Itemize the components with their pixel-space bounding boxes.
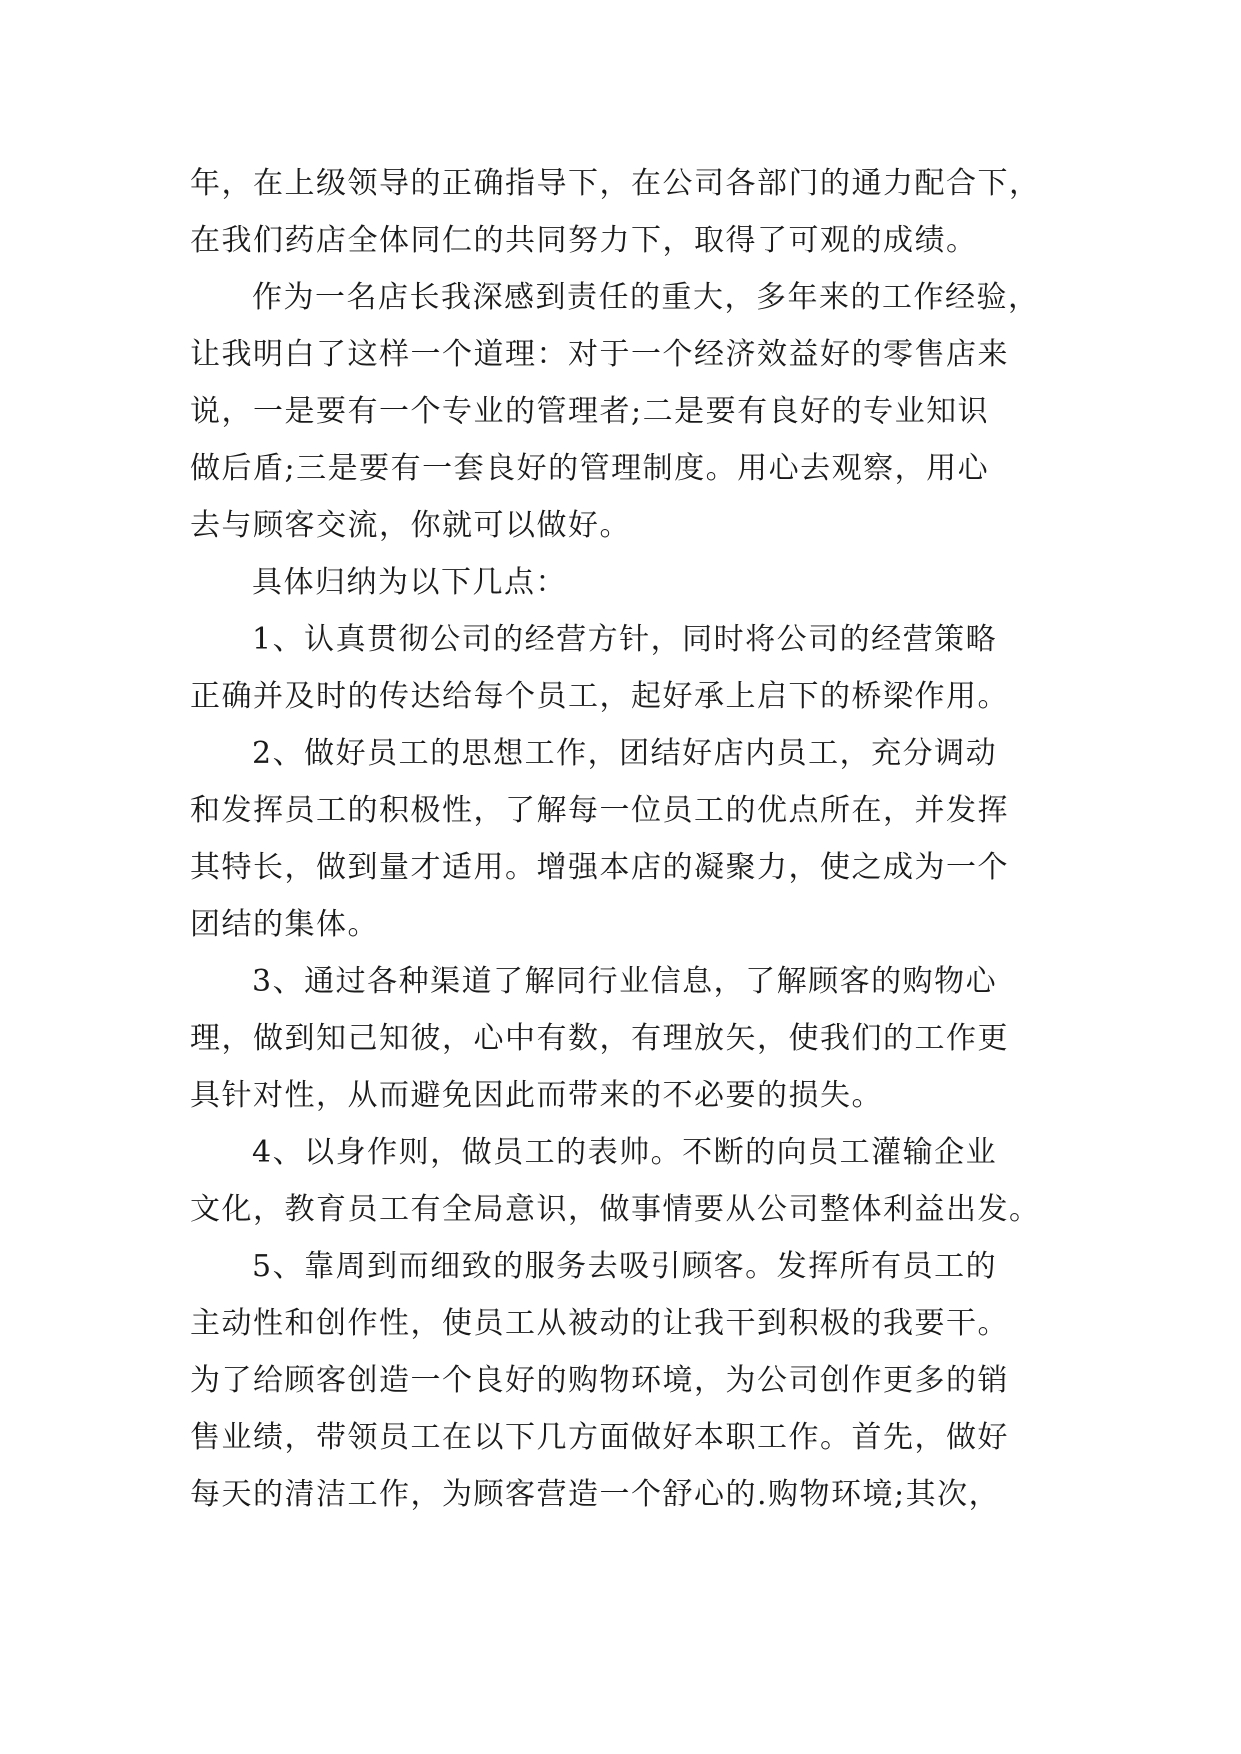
text-line: 2、做好员工的思想工作，团结好店内员工，充分调动 <box>252 736 998 771</box>
body-text <box>190 155 1090 1523</box>
text-line: 理，做到知己知彼，心中有数，有理放矢，使我们的工作更 <box>190 1021 1009 1056</box>
text-line: 主动性和创作性，使员工从被动的让我干到积极的我要干。 <box>190 1306 1009 1341</box>
text-line: 作为一名店长我深感到责任的重大，多年来的工作经验， <box>252 280 1040 315</box>
text-line: 1、认真贯彻公司的经营方针，同时将公司的经营策略 <box>252 622 998 657</box>
text-line: 每天的清洁工作，为顾客营造一个舒心的.购物环境;其次， <box>190 1477 1001 1512</box>
text-line: 做后盾;三是要有一套良好的管理制度。用心去观察，用心 <box>190 451 990 486</box>
text-line: 去与顾客交流，你就可以做好。 <box>190 508 631 543</box>
text-line: 说，一是要有一个专业的管理者;二是要有良好的专业知识 <box>190 394 990 429</box>
text-line: 团结的集体。 <box>190 907 379 942</box>
text-line: 让我明白了这样一个道理：对于一个经济效益好的零售店来 <box>190 337 1009 372</box>
text-line: 为了给顾客创造一个良好的购物环境，为公司创作更多的销 <box>190 1363 1009 1398</box>
text-line: 年，在上级领导的正确指导下，在公司各部门的通力配合下， <box>190 166 1041 201</box>
text-line: 3、通过各种渠道了解同行业信息，了解顾客的购物心 <box>252 964 998 999</box>
text-line: 具针对性，从而避免因此而带来的不必要的损失。 <box>190 1078 883 1113</box>
text-line: 5、靠周到而细致的服务去吸引顾客。发挥所有员工的 <box>252 1249 998 1284</box>
text-line: 在我们药店全体同仁的共同努力下，取得了可观的成绩。 <box>190 223 978 258</box>
text-line: 和发挥员工的积极性，了解每一位员工的优点所在，并发挥 <box>190 793 1009 828</box>
text-line: 4、以身作则，做员工的表帅。不断的向员工灌输企业 <box>252 1135 998 1170</box>
text-line: 其特长，做到量才适用。增强本店的凝聚力，使之成为一个 <box>190 850 1009 885</box>
text-line: 文化，教育员工有全局意识，做事情要从公司整体利益出发。 <box>190 1192 1041 1227</box>
text-line: 正确并及时的传达给每个员工，起好承上启下的桥梁作用。 <box>190 679 1009 714</box>
text-line: 具体归纳为以下几点： <box>252 565 567 600</box>
text-line: 售业绩，带领员工在以下几方面做好本职工作。首先，做好 <box>190 1420 1009 1455</box>
